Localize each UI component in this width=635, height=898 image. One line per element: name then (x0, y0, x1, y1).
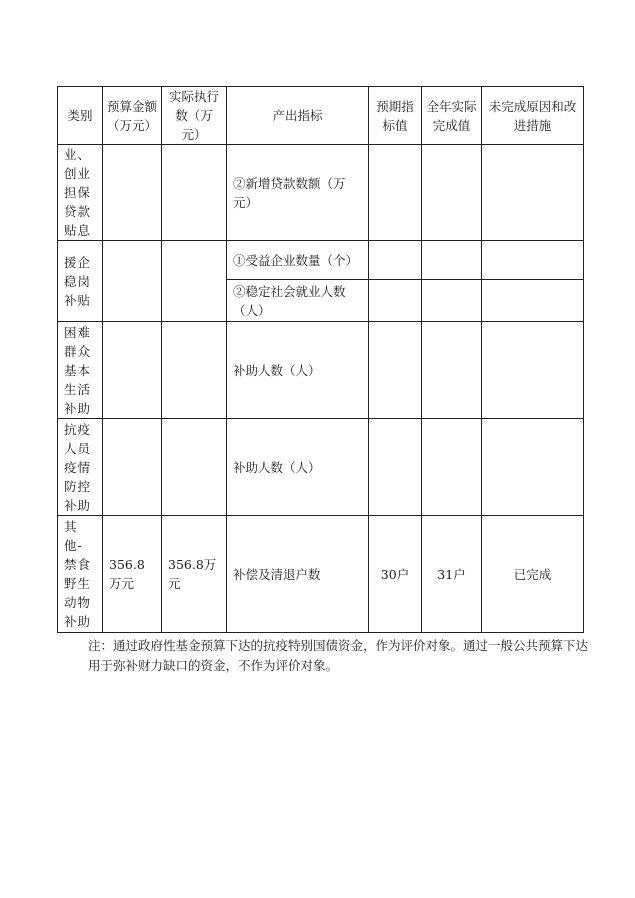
row-expected (369, 280, 422, 322)
row-budget (103, 241, 162, 322)
row-annual (422, 280, 482, 322)
row-indicator: ②新增贷款数额（万元） (227, 145, 369, 241)
row-reason (482, 145, 584, 241)
row-category: 困难群众基本生活补助 (58, 322, 103, 419)
footnote-text: 注：通过政府性基金预算下达的抗疫特别国债资金，作为评价对象。通过一般公共预算下达用于弥补财力缺口的资金，不作为评价对象。 (88, 638, 589, 673)
row-actual (162, 241, 227, 322)
row-expected (369, 145, 422, 241)
header-indicator: 产出指标 (227, 87, 369, 145)
header-actual: 实际执行数（万元） (162, 87, 227, 145)
row-category: 业、创业担保贷款贴息 (58, 145, 103, 241)
header-category: 类别 (58, 87, 103, 145)
row-reason (482, 419, 584, 516)
row-actual: 356.8万元 (162, 516, 227, 633)
table-header-row (58, 87, 584, 145)
row-actual (162, 322, 227, 419)
row-indicator: ②稳定社会就业人数（人） (227, 280, 369, 322)
row-expected (369, 322, 422, 419)
table-row (58, 241, 584, 280)
table-row (58, 145, 584, 241)
header-annual: 全年实际完成值 (422, 87, 482, 145)
row-budget (103, 145, 162, 241)
header-expected: 预期指标值 (369, 87, 422, 145)
row-annual (422, 145, 482, 241)
row-actual (162, 419, 227, 516)
row-category: 抗疫人员疫情防控补助 (58, 419, 103, 516)
row-reason: 已完成 (482, 516, 584, 633)
row-annual: 31户 (422, 516, 482, 633)
row-reason (482, 280, 584, 322)
row-indicator: 补助人数（人） (227, 419, 369, 516)
row-reason (482, 322, 584, 419)
header-budget: 预算金额（万元） (103, 87, 162, 145)
row-category: 其他-禁食野生动物补助 (58, 516, 103, 633)
row-expected (369, 241, 422, 280)
row-annual (422, 322, 482, 419)
row-annual (422, 241, 482, 280)
row-actual (162, 145, 227, 241)
header-reason: 未完成原因和改进措施 (482, 87, 584, 145)
table-row (58, 322, 584, 419)
row-indicator: 补助人数（人） (227, 322, 369, 419)
row-indicator: ①受益企业数量（个） (227, 241, 369, 280)
row-reason (482, 241, 584, 280)
row-budget: 356.8万元 (103, 516, 162, 633)
row-expected: 30户 (369, 516, 422, 633)
row-budget (103, 322, 162, 419)
row-indicator: 补偿及清退户数 (227, 516, 369, 633)
row-annual (422, 419, 482, 516)
performance-table (57, 86, 584, 633)
row-category: 援企稳岗补贴 (58, 241, 103, 322)
row-expected (369, 419, 422, 516)
row-budget (103, 419, 162, 516)
footnote (88, 636, 588, 676)
table-row (58, 516, 584, 633)
table-row (58, 419, 584, 516)
